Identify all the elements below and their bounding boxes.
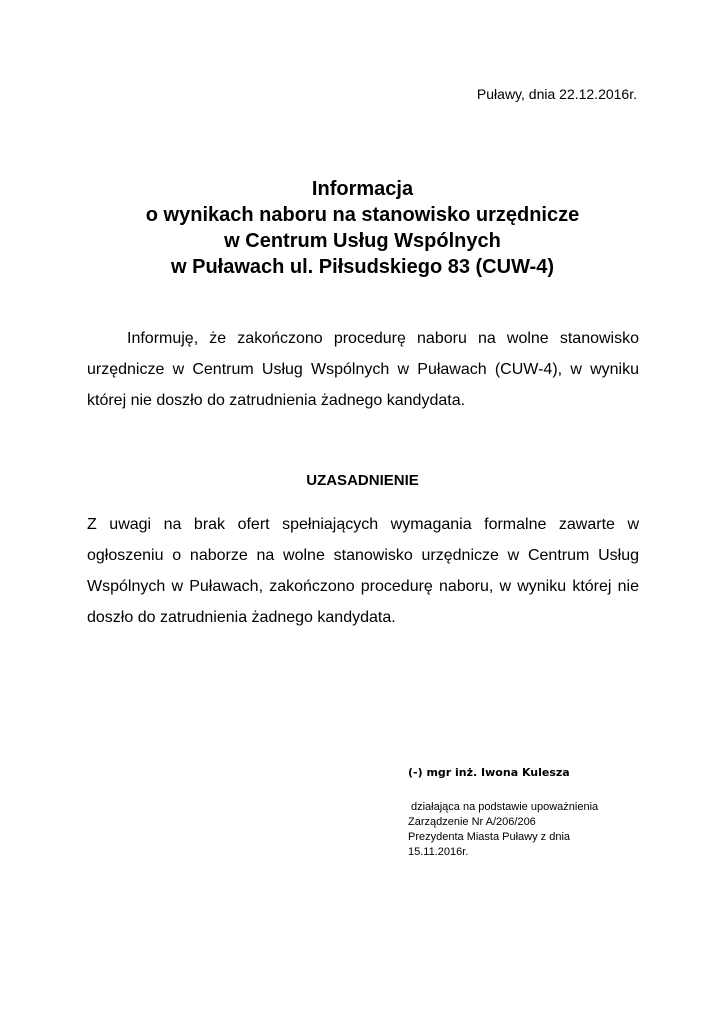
authority-line-1: działająca na podstawie upoważnienia [411,801,599,813]
document-date: Puławy, dnia 22.12.2016r. [476,86,637,102]
authority-line-2: Zarządzenie Nr A/206/206 [408,816,536,828]
authority-line-3: Prezydenta Miasta Puławy z dnia [408,831,571,843]
justification-paragraph: Z uwagi na brak ofert spełniających wymagania formalne zawarte w ogłoszeniu o naborze na wolne stanowisko urzędnicze w Centrum Usług Wspólnych w Puławach, zakończono procedurę naboru, w wyniku której nie doszło do zatrudnienia żadnego kandydata. [87,516,639,626]
justification-heading: UZASADNIENIE [306,472,419,489]
document-title [0,176,725,280]
authority-line-4: 15.11.2016r. [408,846,469,858]
title-line-1: Informacja [311,178,414,200]
signature-name: (-) mgr inż. Iwona Kulesza [408,766,570,779]
title-line-2: o wynikach naboru na stanowisko urzędnicze [145,204,580,226]
title-line-3: w Centrum Usług Wspólnych [224,230,501,252]
information-paragraph: Informuję, że zakończono procedurę naboru na wolne stanowisko urzędnicze w Centrum Usług Wspólnych w Puławach (CUW-4), w wyniku której nie doszło do zatrudnienia żadnego kandydata. [87,330,639,409]
signature-authority [408,800,598,860]
title-line-4: w Puławach ul. Piłsudskiego 83 (CUW-4) [170,256,554,278]
